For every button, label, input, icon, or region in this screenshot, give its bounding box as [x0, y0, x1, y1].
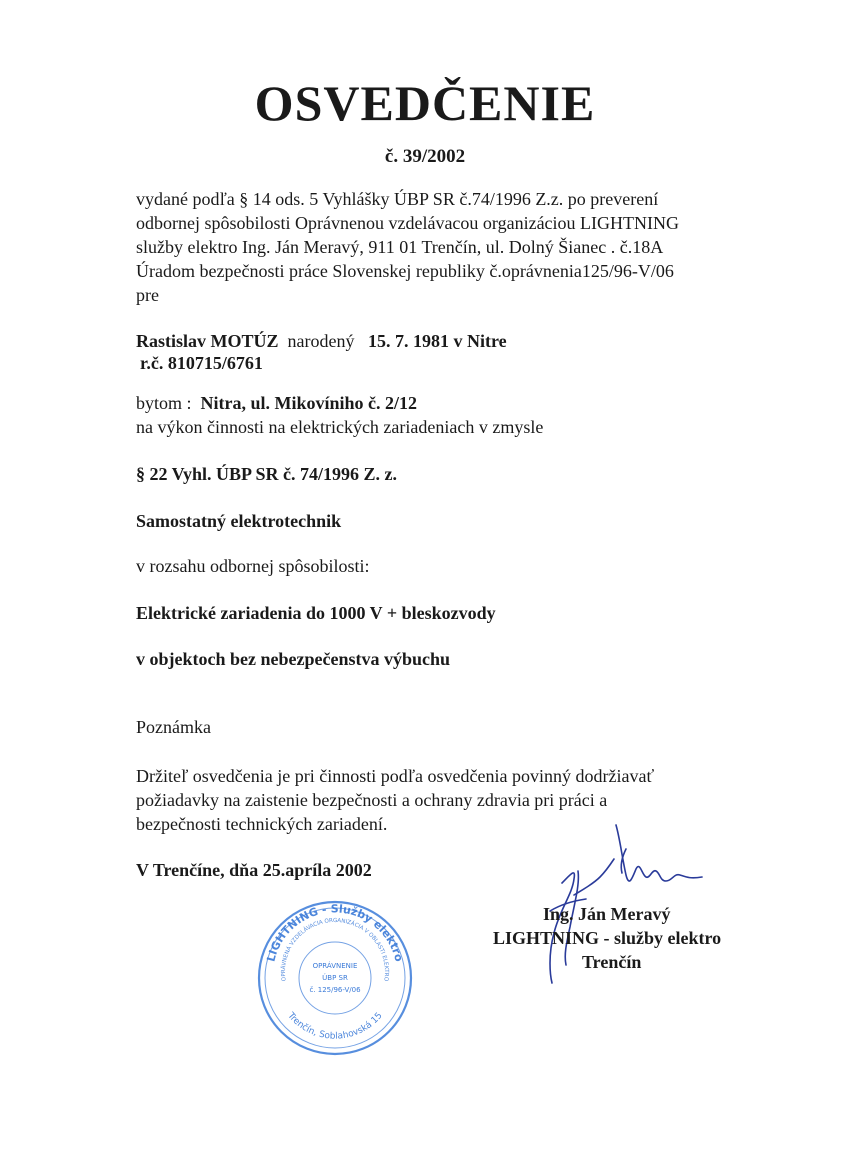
signatory-name: Ing. Ján Meravý	[543, 904, 671, 924]
scope-label: v rozsahu odbornej spôsobilosti:	[136, 556, 370, 576]
born-label: narodený	[287, 331, 355, 351]
note-label: Poznámka	[136, 717, 211, 737]
note-line: Držiteľ osvedčenia je pri činnosti podľa osvedčenia povinný dodržiavať	[136, 766, 655, 786]
qualification: Samostatný elektrotechnik	[136, 511, 342, 531]
activity-line: na výkon činnosti na elektrických zariadeniach v zmysle	[136, 417, 544, 437]
place-date: V Trenčíne, dňa 25.apríla 2002	[136, 860, 372, 880]
signatory-org: LIGHTNING - služby elektro	[493, 928, 722, 948]
residence-value: Nitra, ul. Mikovíniho č. 2/12	[200, 393, 418, 413]
note-line: požiadavky na zaistenie bezpečnosti a ochrany zdravia pri práci a	[136, 790, 608, 810]
scope-line: Elektrické zariadenia do 1000 V + bleskozvody	[136, 603, 496, 623]
intro-line: odbornej spôsobilosti Oprávnenou vzdelávacou organizáciou LIGHTNING	[136, 213, 680, 233]
paragraph-reference: § 22 Vyhl. ÚBP SR č. 74/1996 Z. z.	[136, 464, 398, 484]
stamp-icon	[255, 898, 415, 1058]
person-name: Rastislav MOTÚZ	[136, 331, 279, 351]
residence-line	[136, 392, 417, 414]
certificate-number: č. 39/2002	[384, 146, 466, 167]
residence-label: bytom :	[136, 393, 192, 413]
person-line	[136, 330, 507, 352]
document-title: OSVEDČENIE	[254, 75, 596, 131]
stamp-center-1: OPRÁVNENIE	[312, 962, 358, 970]
born-value: 15. 7. 1981 v Nitre	[368, 331, 507, 351]
intro-line: služby elektro Ing. Ján Meravý, 911 01 Trenčín, ul. Dolný Šianec . č.18A	[136, 237, 664, 257]
stamp-inner-path: OPRÁVNENÁ VZDELÁVACIA ORGANIZÁCIA V OBLASTI ELEKTRO	[280, 917, 390, 982]
stamp-bottom-path: Trenčín, Soblahovská 15	[285, 1010, 385, 1042]
note-line: bezpečnosti technických zariadení.	[136, 814, 388, 834]
intro-line: Úradom bezpečnosti práce Slovenskej republiky č.oprávnenia125/96-V/06	[136, 261, 674, 281]
stamp-center-2: ÚBP SR	[322, 974, 348, 982]
birth-number: r.č. 810715/6761	[140, 353, 263, 373]
stamp-center-3: č. 125/96-V/06	[309, 986, 361, 994]
stamp-outer-path: LIGHTNING - Služby elektro	[264, 902, 406, 964]
intro-line: pre	[136, 285, 159, 305]
intro-line: vydané podľa § 14 ods. 5 Vyhlášky ÚBP SR č.74/1996 Z.z. po preverení	[136, 189, 659, 209]
scope-line: v objektoch bez nebezpečenstva výbuchu	[136, 649, 450, 669]
stamp-bottom-text	[285, 1010, 385, 1041]
signatory-city: Trenčín	[582, 952, 642, 972]
